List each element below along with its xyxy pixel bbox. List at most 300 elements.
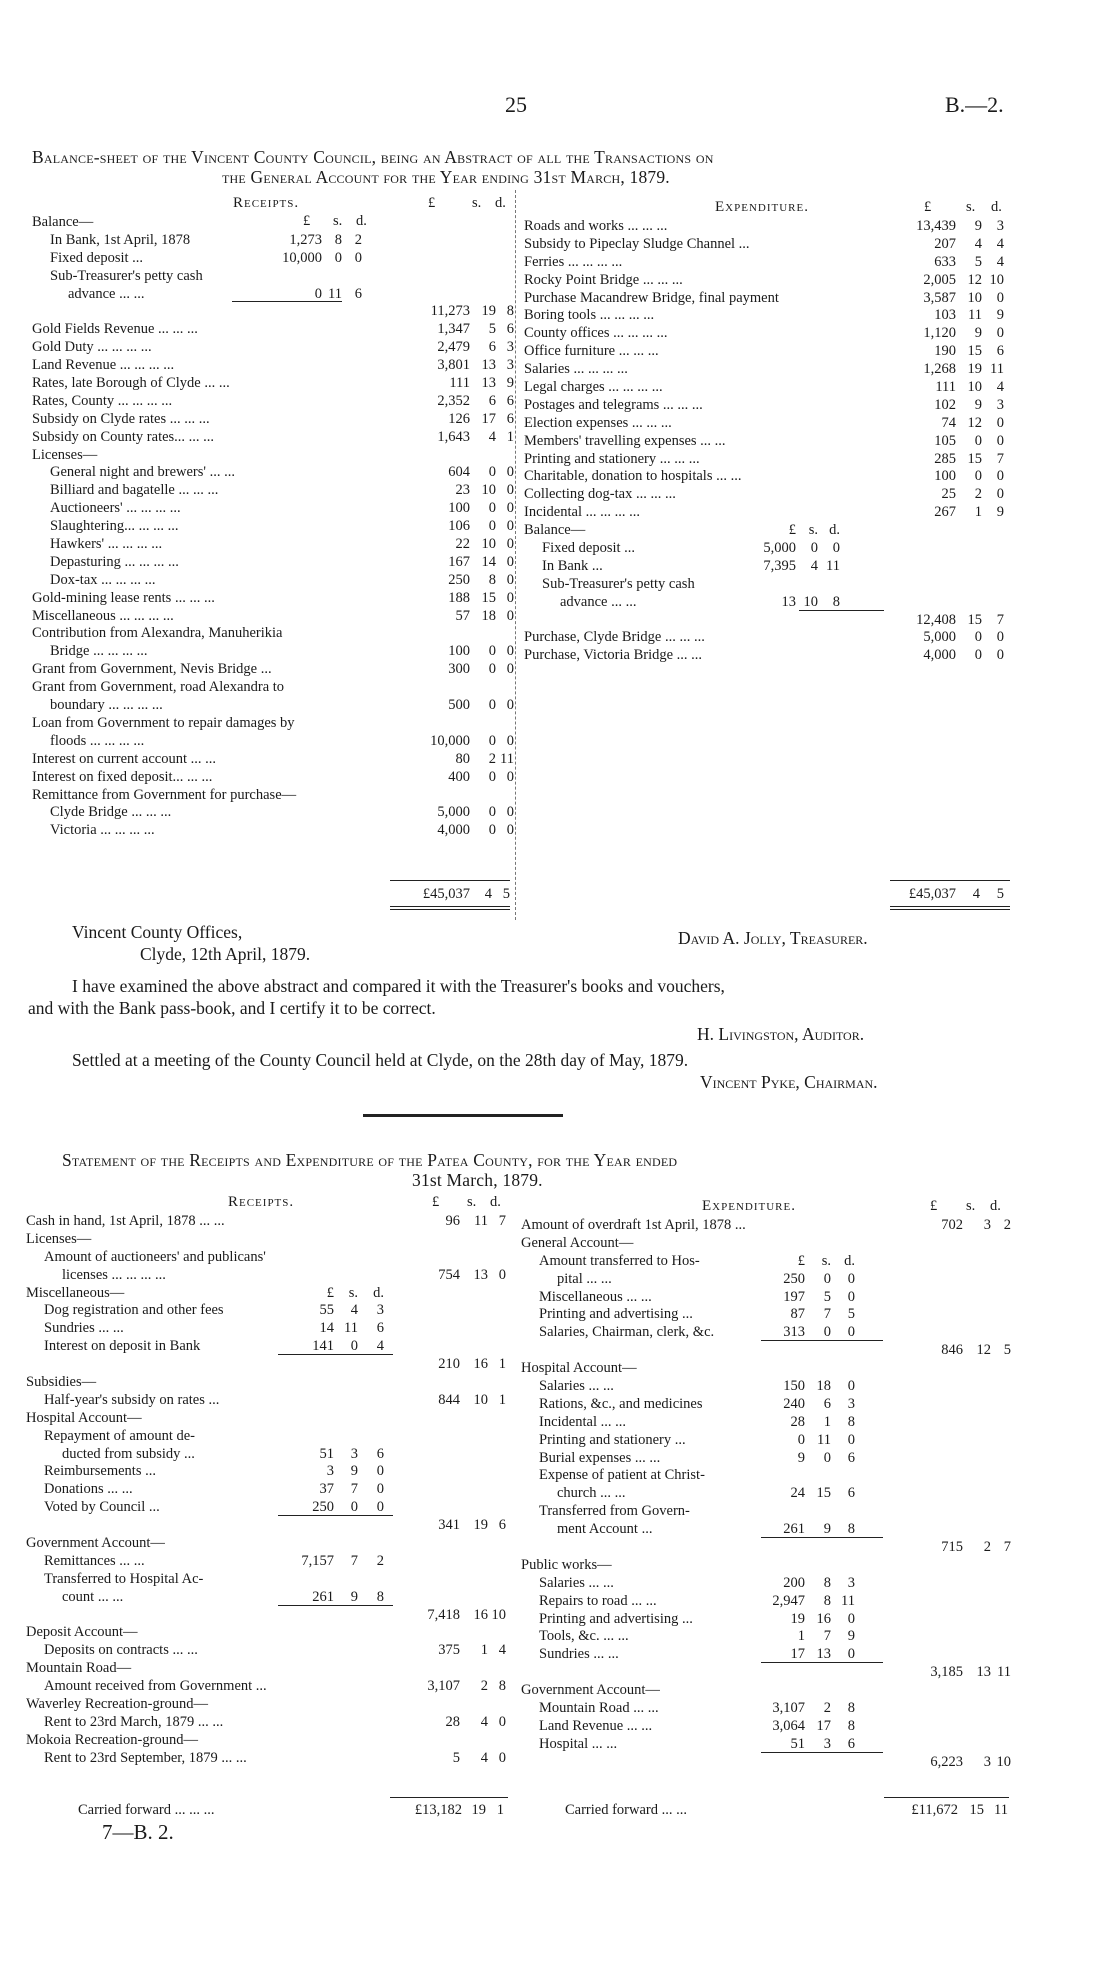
vincent-expenditure-row xyxy=(524,486,1004,504)
vincent-receipts-amount-pounds: 5,000 xyxy=(437,804,470,821)
patea-expenditure-inner-pence: 9 xyxy=(847,1628,855,1645)
vincent-expenditure-row xyxy=(524,343,1004,361)
vincent-expenditure-amount-pence: 9 xyxy=(996,307,1004,324)
vincent-expenditure-total-pence: 5 xyxy=(996,886,1004,902)
patea-receipts-carried-rule xyxy=(390,1797,508,1798)
vincent-receipts-amount-shillings: 0 xyxy=(488,768,496,785)
vincent-expenditure-amount-shillings: 0 xyxy=(974,647,982,664)
vincent-expenditure-amount-pence: 9 xyxy=(996,504,1004,521)
vincent-expenditure-label: Salaries ... ... ... ... xyxy=(524,361,628,378)
vincent-receipts-amount-pence: 0 xyxy=(506,768,514,785)
patea-receipts-label: Sundries ... ... xyxy=(44,1320,124,1337)
vincent-receipts-amount-pounds: 188 xyxy=(448,589,470,606)
patea-receipts-label: Rent to 23rd September, 1879 ... ... xyxy=(44,1749,247,1766)
patea-receipts-label: Half-year's subsidy on rates ... xyxy=(44,1391,220,1408)
patea-expenditure-label: Hospital ... ... xyxy=(539,1735,618,1752)
patea-expenditure-amount-shillings: 13 xyxy=(976,1664,991,1681)
vincent-receipts-label: Subsidy on Clyde rates ... ... ... xyxy=(32,410,210,427)
vincent-expenditure-amount-pence: 0 xyxy=(996,647,1004,664)
vincent-expenditure-row xyxy=(524,451,1004,469)
patea-expenditure-inner-shillings: 7 xyxy=(823,1306,831,1323)
vincent-receipts-total-shillings: 4 xyxy=(484,886,492,902)
patea-receipts-row xyxy=(26,1589,506,1607)
patea-receipts-label: Government Account— xyxy=(26,1535,165,1552)
vincent-auditor: H. Livingston, Auditor. xyxy=(697,1024,865,1044)
patea-expenditure-row xyxy=(521,1342,1011,1360)
patea-receipts-amount-shillings: 1 xyxy=(480,1642,488,1659)
patea-receipts-inner-shillings: 7 xyxy=(350,1552,358,1569)
vincent-expenditure-row xyxy=(524,254,1004,272)
vincent-receipts-label: Balance— xyxy=(32,214,94,230)
vincent-expenditure-inner-pounds: 13 xyxy=(781,593,796,610)
vincent-receipts-amount-pence: 0 xyxy=(506,607,514,624)
vincent-expenditure-amount-pence: 0 xyxy=(996,486,1004,503)
vincent-receipts-label: Licenses— xyxy=(32,446,98,463)
patea-title-line1: Statement of the Receipts and Expenditure of the Patea County, for the Year ended xyxy=(62,1150,678,1170)
vincent-receipts-amount-pence: 0 xyxy=(506,804,514,821)
patea-receipts-row xyxy=(26,1517,506,1535)
patea-receipts-row xyxy=(26,1410,506,1428)
vincent-expenditure-amount-pence: 4 xyxy=(996,235,1004,252)
patea-receipts-row xyxy=(26,1499,506,1517)
patea-expenditure-row xyxy=(521,1271,1011,1289)
vincent-expenditure-inner-pounds: 5,000 xyxy=(763,540,796,557)
patea-expenditure-amount-shillings: 12 xyxy=(976,1342,991,1359)
page-code: B.—2. xyxy=(945,92,1004,117)
patea-expenditure-amount-pence: 2 xyxy=(1003,1217,1011,1233)
vincent-expenditure-label: Charitable, donation to hospitals ... ... xyxy=(524,468,742,485)
vincent-receipts-label: Land Revenue ... ... ... ... xyxy=(32,357,175,374)
vincent-receipts-amount-shillings: 6 xyxy=(488,392,496,409)
vincent-receipts-amount-shillings: 8 xyxy=(488,571,496,588)
patea-receipts-label: Licenses— xyxy=(26,1230,92,1247)
patea-receipts-table xyxy=(26,1213,506,1768)
patea-expenditure-inner-shillings: 17 xyxy=(816,1717,831,1734)
vincent-expenditure-label: Subsidy to Pipeclay Sludge Channel ... xyxy=(524,235,750,252)
vincent-receipts-label: Slaughtering... ... ... ... xyxy=(50,518,179,535)
vincent-expenditure-label: Election expenses ... ... ... xyxy=(524,414,672,431)
vincent-receipts-amount-pence: 0 xyxy=(506,732,514,749)
patea-receipts-carried-label: Carried forward ... ... ... xyxy=(78,1802,215,1818)
vincent-receipts-row xyxy=(32,733,512,751)
patea-expenditure-inner-pounds: 313 xyxy=(783,1324,805,1341)
vincent-receipts-total-rule-1 xyxy=(390,906,510,907)
vincent-expenditure-total-shillings: 4 xyxy=(972,886,980,902)
vincent-expenditure-row xyxy=(524,397,1004,415)
patea-receipts-label: Mountain Road— xyxy=(26,1660,132,1677)
vincent-expenditure-amount-shillings: 2 xyxy=(974,486,982,503)
patea-receipts-inner-pounds: 261 xyxy=(312,1588,334,1605)
vincent-expenditure-amount-pence: 0 xyxy=(996,468,1004,485)
patea-receipts-label: Rent to 23rd March, 1879 ... ... xyxy=(44,1713,224,1730)
patea-expenditure-inner-shillings: 9 xyxy=(823,1521,831,1538)
patea-title-line2: 31st March, 1879. xyxy=(412,1170,543,1190)
patea-expenditure-label: Transferred from Govern- xyxy=(539,1503,690,1520)
vincent-receipts-amount-pence: 0 xyxy=(506,822,514,839)
vincent-receipts-amount-pounds: 23 xyxy=(455,482,470,499)
vincent-receipts-amount-pounds: 1,643 xyxy=(437,428,470,445)
vincent-receipts-row xyxy=(32,572,512,590)
vincent-expenditure-amount-pounds: 267 xyxy=(934,504,956,521)
vincent-receipts-label: Auctioneers' ... ... ... ... xyxy=(50,500,181,517)
patea-receipts-label: Dog registration and other fees xyxy=(44,1302,224,1319)
patea-expenditure-inner-pounds: 51 xyxy=(790,1735,805,1752)
patea-receipts-amount-pounds: 210 xyxy=(438,1356,460,1373)
patea-expenditure-label: Salaries ... ... xyxy=(539,1574,614,1591)
patea-receipts-label: Cash in hand, 1st April, 1878 ... ... xyxy=(26,1213,225,1229)
vincent-expenditure-amount-shillings: 15 xyxy=(967,450,982,467)
patea-expenditure-inner-pence: 0 xyxy=(847,1646,855,1663)
patea-receipts-amount-shillings: 16 xyxy=(473,1606,488,1623)
patea-exp-hdr-pounds: £ xyxy=(930,1198,938,1214)
patea-expenditure-inner-pounds: 28 xyxy=(790,1413,805,1430)
vincent-receipts-amount-shillings: 0 xyxy=(488,500,496,517)
vincent-expenditure-row xyxy=(524,379,1004,397)
vincent-receipts-total-pence: 5 xyxy=(502,886,510,902)
patea-expenditure-inner-header: d. xyxy=(844,1252,855,1269)
patea-expenditure-inner-pence: 11 xyxy=(841,1592,855,1609)
patea-expenditure-label: Land Revenue ... ... xyxy=(539,1717,653,1734)
vincent-expenditure-amount-shillings: 15 xyxy=(967,611,982,628)
page-number: 25 xyxy=(505,92,527,117)
patea-receipts-row xyxy=(26,1463,506,1481)
vincent-hdr-shillings: s. xyxy=(472,195,482,211)
vincent-expenditure-label: Fixed deposit ... xyxy=(542,540,636,557)
vincent-expenditure-amount-pounds: 207 xyxy=(934,235,956,252)
vincent-receipts-total-rule-top xyxy=(390,880,510,881)
vincent-receipts-label: floods ... ... ... ... xyxy=(50,732,145,749)
patea-receipts-amount-shillings: 10 xyxy=(473,1391,488,1408)
vincent-receipts-amount-pence: 0 xyxy=(506,643,514,660)
vincent-column-divider xyxy=(515,190,516,920)
vincent-receipts-row xyxy=(32,822,512,840)
patea-expenditure-row xyxy=(521,1432,1011,1450)
vincent-expenditure-total-rule-2 xyxy=(890,909,1010,910)
patea-receipts-amount-pounds: 375 xyxy=(438,1642,460,1659)
vincent-receipts-label: Dox-tax ... ... ... ... xyxy=(50,571,156,588)
patea-receipts-row xyxy=(26,1607,506,1625)
patea-expenditure-inner-pounds: 24 xyxy=(790,1485,805,1502)
vincent-receipts-row xyxy=(32,590,512,608)
vincent-expenditure-amount-pounds: 1,268 xyxy=(923,361,956,378)
patea-receipts-label: Voted by Council ... xyxy=(44,1499,160,1516)
vincent-receipts-amount-pounds: 300 xyxy=(448,661,470,678)
vincent-receipts-total-rule-2 xyxy=(390,909,510,910)
vincent-expenditure-amount-pounds: 633 xyxy=(934,253,956,270)
patea-receipts-inner-pence: d. xyxy=(373,1284,384,1301)
patea-expenditure-inner-shillings: 5 xyxy=(823,1288,831,1305)
patea-expenditure-amount-pence: 10 xyxy=(996,1753,1011,1770)
patea-expenditure-inner-pence: 0 xyxy=(847,1610,855,1627)
vincent-receipts-amount-shillings: 13 xyxy=(481,375,496,392)
vincent-receipts-amount-pounds: 106 xyxy=(448,518,470,535)
patea-expenditure-inner-pounds: 17 xyxy=(790,1646,805,1663)
patea-receipts-row xyxy=(26,1356,506,1374)
vincent-expenditure-amount-shillings: 1 xyxy=(974,504,982,521)
vincent-office: Vincent County Offices, xyxy=(72,922,243,942)
patea-expenditure-label: Public works— xyxy=(521,1556,612,1573)
patea-expenditure-row xyxy=(521,1611,1011,1629)
vincent-receipts-amount-shillings: 17 xyxy=(481,410,496,427)
vincent-expenditure-amount-pounds: 3,587 xyxy=(923,289,956,306)
patea-expenditure-inner-shillings: 8 xyxy=(823,1574,831,1591)
vincent-expenditure-row xyxy=(524,415,1004,433)
vincent-receipts-row xyxy=(32,375,512,393)
vincent-expenditure-label: In Bank ... xyxy=(542,557,603,574)
patea-expenditure-inner-pounds: 1 xyxy=(797,1628,805,1645)
patea-expenditure-inner-shillings: 7 xyxy=(823,1628,831,1645)
vincent-receipts-row xyxy=(32,500,512,518)
vincent-expenditure-label: Purchase Macandrew Bridge, final payment xyxy=(524,289,779,306)
vincent-expenditure-row xyxy=(524,290,1004,308)
vincent-receipts-amount-pounds: 4,000 xyxy=(437,822,470,839)
vincent-receipts-amount-pounds: 2,352 xyxy=(437,392,470,409)
patea-expenditure-carried-pounds: £11,672 xyxy=(911,1802,958,1818)
patea-expenditure-label: Rations, &c., and medicines xyxy=(539,1395,703,1412)
vincent-expenditure-row xyxy=(524,272,1004,290)
vincent-receipts-amount-shillings: 5 xyxy=(488,321,496,338)
vincent-receipts-row xyxy=(32,643,512,661)
vincent-title-line1: Balance-sheet of the Vincent County Council, being an Abstract of all the Transactions on xyxy=(32,147,714,167)
vincent-receipts-heading: Receipts. xyxy=(233,195,300,211)
patea-expenditure-label: Salaries, Chairman, clerk, &c. xyxy=(539,1324,715,1341)
vincent-receipts-inner-pounds: 10,000 xyxy=(282,249,322,266)
patea-expenditure-label: Printing and advertising ... xyxy=(539,1306,693,1323)
vincent-expenditure-amount-pence: 0 xyxy=(996,325,1004,342)
patea-expenditure-inner-pence: 6 xyxy=(847,1485,855,1502)
vincent-receipts-inner-shillings: 8 xyxy=(334,231,342,248)
patea-expenditure-row xyxy=(521,1485,1011,1503)
vincent-receipts-amount-pence: 11 xyxy=(500,750,514,767)
patea-expenditure-inner-shillings: 6 xyxy=(823,1395,831,1412)
vincent-exp-hdr-pence: d. xyxy=(991,199,1002,215)
vincent-receipts-inner-pence: 6 xyxy=(354,285,362,302)
vincent-receipts-amount-pence: 3 xyxy=(506,339,514,356)
vincent-receipts-amount-pounds: 100 xyxy=(448,643,470,660)
vincent-receipts-label: boundary ... ... ... ... xyxy=(50,697,163,714)
vincent-receipts-label: Gold Duty ... ... ... ... xyxy=(32,339,152,356)
vincent-receipts-label: Grant from Government, Nevis Bridge ... xyxy=(32,661,272,678)
vincent-expenditure-amount-pounds: 5,000 xyxy=(923,629,956,646)
vincent-receipts-amount-pence: 0 xyxy=(506,536,514,553)
patea-expenditure-row xyxy=(521,1539,1011,1557)
vincent-receipts-label: Billiard and bagatelle ... ... ... xyxy=(50,482,219,499)
vincent-auditor-text-1: I have examined the above abstract and compared it with the Treasurer's books and vouchers, xyxy=(72,976,725,996)
patea-expenditure-row xyxy=(521,1664,1011,1682)
vincent-receipts-amount-shillings: 14 xyxy=(481,553,496,570)
patea-expenditure-amount-pounds: 846 xyxy=(941,1342,963,1359)
patea-expenditure-inner-pence: 0 xyxy=(847,1288,855,1305)
patea-expenditure-label: church ... ... xyxy=(557,1485,626,1502)
vincent-receipts-row xyxy=(32,625,512,643)
patea-expenditure-inner-shillings: 15 xyxy=(816,1485,831,1502)
patea-expenditure-inner-shillings: 11 xyxy=(817,1431,831,1448)
patea-receipts-amount-pence: 4 xyxy=(498,1642,506,1659)
patea-receipts-row xyxy=(26,1392,506,1410)
vincent-expenditure-label: Rocky Point Bridge ... ... ... xyxy=(524,271,683,288)
patea-expenditure-subtotal-rule xyxy=(761,1340,883,1341)
patea-receipts-inner-pence: 2 xyxy=(376,1552,384,1569)
vincent-expenditure-amount-pence: 4 xyxy=(996,379,1004,396)
vincent-receipts-label: Fixed deposit ... xyxy=(50,249,144,266)
patea-receipts-amount-shillings: 19 xyxy=(473,1517,488,1534)
patea-receipts-amount-pence: 1 xyxy=(498,1356,506,1373)
patea-receipts-subtotal-rule xyxy=(278,1354,393,1355)
patea-receipts-inner-shillings: 0 xyxy=(350,1338,358,1355)
vincent-expenditure-amount-pounds: 100 xyxy=(934,468,956,485)
vincent-receipts-row xyxy=(32,554,512,572)
patea-receipts-inner-shillings: 7 xyxy=(350,1481,358,1498)
patea-expenditure-amount-shillings: 3 xyxy=(983,1217,991,1233)
patea-expenditure-inner-pence: 8 xyxy=(847,1413,855,1430)
patea-expenditure-amount-pounds: 6,223 xyxy=(930,1753,963,1770)
patea-receipts-row xyxy=(26,1642,506,1660)
vincent-expenditure-amount-pence: 11 xyxy=(990,361,1004,378)
vincent-expenditure-amount-pence: 4 xyxy=(996,253,1004,270)
vincent-receipts-row xyxy=(32,608,512,626)
patea-expenditure-row xyxy=(521,1378,1011,1396)
vincent-receipts-subtotal-rule xyxy=(232,301,342,302)
patea-expenditure-inner-pounds: 3,064 xyxy=(772,1717,805,1734)
vincent-expenditure-amount-pounds: 4,000 xyxy=(923,647,956,664)
patea-receipts-row xyxy=(26,1571,506,1589)
patea-receipts-inner-shillings: 9 xyxy=(350,1588,358,1605)
vincent-expenditure-amount-pounds: 1,120 xyxy=(923,325,956,342)
vincent-receipts-row xyxy=(32,536,512,554)
vincent-expenditure-label: Ferries ... ... ... ... xyxy=(524,253,623,270)
patea-receipts-amount-pence: 0 xyxy=(498,1713,506,1730)
vincent-expenditure-amount-pence: 7 xyxy=(996,450,1004,467)
patea-expenditure-amount-pence: 11 xyxy=(997,1664,1011,1681)
patea-expenditure-inner-pounds: 261 xyxy=(783,1521,805,1538)
patea-receipts-row xyxy=(26,1267,506,1285)
patea-expenditure-label: Government Account— xyxy=(521,1682,660,1699)
vincent-inner-hdr-pence: d. xyxy=(356,213,367,229)
patea-expenditure-inner-header: s. xyxy=(821,1252,831,1269)
patea-expenditure-inner-pounds: 197 xyxy=(783,1288,805,1305)
patea-receipts-carried-pence: 1 xyxy=(496,1802,504,1818)
patea-expenditure-inner-header-row xyxy=(521,1253,1011,1271)
patea-receipts-row xyxy=(26,1481,506,1499)
vincent-receipts-row xyxy=(32,232,512,250)
patea-receipts-row xyxy=(26,1696,506,1714)
vincent-receipts-amount-shillings: 0 xyxy=(488,804,496,821)
vincent-receipts-amount-shillings: 15 xyxy=(481,589,496,606)
vincent-receipts-label: Gold Fields Revenue ... ... ... xyxy=(32,321,198,338)
patea-expenditure-row xyxy=(521,1360,1011,1378)
vincent-receipts-amount-pounds: 22 xyxy=(455,536,470,553)
patea-receipts-row xyxy=(26,1732,506,1750)
patea-receipts-inner-pounds: 51 xyxy=(319,1445,334,1462)
vincent-receipts-amount-pence: 8 xyxy=(506,303,514,320)
patea-exp-hdr-shillings: s. xyxy=(966,1198,976,1214)
patea-receipts-label: Repayment of amount de- xyxy=(44,1427,195,1444)
patea-receipts-amount-pounds: 3,107 xyxy=(427,1678,460,1695)
vincent-place-date: Clyde, 12th April, 1879. xyxy=(140,944,311,964)
vincent-expenditure-label: Purchase, Victoria Bridge ... ... xyxy=(524,647,703,664)
vincent-receipts-amount-pounds: 80 xyxy=(455,750,470,767)
patea-receipts-label: Transferred to Hospital Ac- xyxy=(44,1570,204,1587)
vincent-expenditure-row xyxy=(524,629,1004,647)
patea-expenditure-label: Miscellaneous ... ... xyxy=(539,1288,652,1305)
patea-expenditure-row xyxy=(521,1754,1011,1772)
patea-receipts-subtotal-rule xyxy=(278,1605,393,1606)
vincent-expenditure-label: Members' travelling expenses ... ... xyxy=(524,432,726,449)
vincent-receipts-row xyxy=(32,769,512,787)
vincent-expenditure-total-rule-1 xyxy=(890,906,1010,907)
patea-receipts-amount-pounds: 28 xyxy=(445,1713,460,1730)
vincent-receipts-amount-pence: 0 xyxy=(506,518,514,535)
vincent-expenditure-label: Printing and stationery ... ... ... xyxy=(524,450,700,467)
vincent-receipts-amount-pounds: 1,347 xyxy=(437,321,470,338)
vincent-receipts-label: Rates, County ... ... ... ... xyxy=(32,392,173,409)
vincent-expenditure-amount-pounds: 105 xyxy=(934,432,956,449)
patea-receipts-inner-pounds: 141 xyxy=(312,1338,334,1355)
patea-receipts-amount-pounds: 341 xyxy=(438,1517,460,1534)
patea-receipts-amount-pounds: 96 xyxy=(445,1213,460,1229)
vincent-receipts-row xyxy=(32,268,512,286)
vincent-receipts-label: advance ... ... xyxy=(68,285,145,302)
patea-expenditure-label: Hospital Account— xyxy=(521,1360,637,1377)
vincent-expenditure-row xyxy=(524,647,1004,665)
vincent-receipts-row xyxy=(32,303,512,321)
vincent-expenditure-label: Roads and works ... ... ... xyxy=(524,218,668,234)
vincent-receipts-amount-shillings: 18 xyxy=(481,607,496,624)
patea-receipts-label: Waverley Recreation-ground— xyxy=(26,1696,209,1713)
vincent-receipts-row xyxy=(32,679,512,697)
patea-receipts-label: Deposits on contracts ... ... xyxy=(44,1642,198,1659)
vincent-exp-hdr-pounds: £ xyxy=(924,199,932,215)
vincent-expenditure-amount-shillings: 9 xyxy=(974,325,982,342)
patea-receipts-amount-shillings: 13 xyxy=(473,1266,488,1283)
patea-expenditure-label: Repairs to road ... ... xyxy=(539,1592,657,1609)
vincent-receipts-amount-shillings: 19 xyxy=(481,303,496,320)
patea-expenditure-label: Tools, &c. ... ... xyxy=(539,1628,629,1645)
patea-receipts-heading: Receipts. xyxy=(228,1194,295,1210)
vincent-expenditure-amount-pence: 0 xyxy=(996,289,1004,306)
patea-expenditure-row xyxy=(521,1682,1011,1700)
patea-expenditure-inner-header: £ xyxy=(797,1252,805,1269)
patea-receipts-label: Subsidies— xyxy=(26,1374,97,1391)
vincent-exp-hdr-shillings: s. xyxy=(966,199,976,215)
vincent-receipts-amount-shillings: 2 xyxy=(488,750,496,767)
patea-expenditure-inner-pence: 3 xyxy=(847,1574,855,1591)
patea-expenditure-inner-shillings: 3 xyxy=(823,1735,831,1752)
vincent-receipts-label: Rates, late Borough of Clyde ... ... xyxy=(32,375,230,392)
vincent-expenditure-subtotal-rule xyxy=(799,610,884,611)
vincent-chairman: Vincent Pyke, Chairman. xyxy=(700,1072,878,1092)
patea-receipts-label: Interest on deposit in Bank xyxy=(44,1338,201,1355)
vincent-receipts-label: Bridge ... ... ... ... xyxy=(50,643,148,660)
vincent-receipts-amount-pounds: 2,479 xyxy=(437,339,470,356)
patea-receipts-inner-pounds: £ xyxy=(326,1284,334,1301)
vincent-expenditure-row xyxy=(524,558,1004,576)
vincent-receipts-label: Depasturing ... ... ... ... xyxy=(50,553,179,570)
patea-expenditure-row xyxy=(521,1306,1011,1324)
patea-receipts-row xyxy=(26,1249,506,1267)
patea-receipts-inner-pence: 4 xyxy=(376,1338,384,1355)
vincent-expenditure-label: Legal charges ... ... ... ... xyxy=(524,379,663,396)
vincent-expenditure-row xyxy=(524,236,1004,254)
vincent-expenditure-amount-pence: 3 xyxy=(996,396,1004,413)
patea-receipts-row xyxy=(26,1624,506,1642)
vincent-receipts-amount-pounds: 100 xyxy=(448,500,470,517)
vincent-expenditure-row xyxy=(524,504,1004,522)
vincent-expenditure-amount-pence: 10 xyxy=(989,271,1004,288)
vincent-expenditure-amount-pounds: 2,005 xyxy=(923,271,956,288)
patea-expenditure-label: Incidental ... ... xyxy=(539,1413,626,1430)
vincent-expenditure-label: advance ... ... xyxy=(560,593,637,610)
